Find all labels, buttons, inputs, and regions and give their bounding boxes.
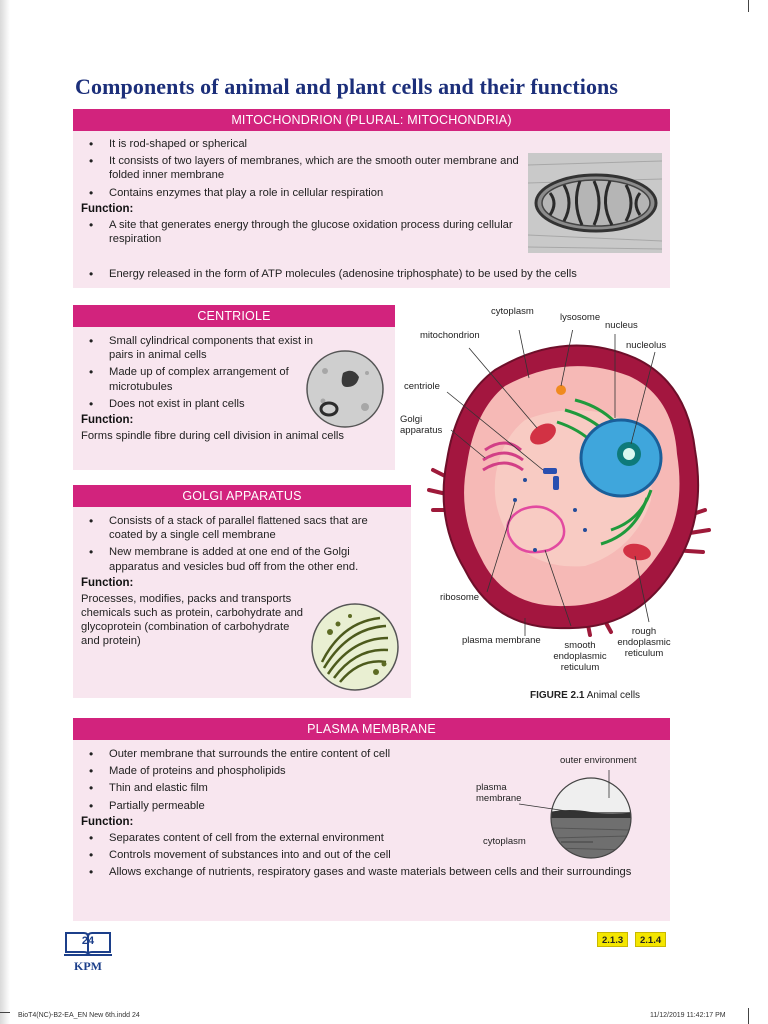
- plasma-membrane-points: [79, 747, 479, 813]
- golgi-points: [79, 514, 389, 574]
- label-mitochondrion: mitochondrion: [420, 330, 480, 341]
- centriole-micrograph: [305, 349, 385, 429]
- list-item: • New membrane is added at one end of the Golgi apparatus and vesicles bud off from the other end.: [79, 545, 389, 573]
- timestamp: 11/12/2019 11:42:17 PM: [650, 1012, 726, 1019]
- list-item: • Contains enzymes that play a role in cellular respiration: [79, 186, 525, 200]
- code-badge: 2.1.4: [635, 932, 666, 947]
- label-pm-cytoplasm: cytoplasm: [483, 836, 526, 847]
- crop-mark: [748, 1008, 749, 1024]
- crop-mark: [0, 1012, 10, 1013]
- lysosome-shape: [556, 385, 566, 395]
- centriole-box: [73, 305, 395, 470]
- label-nucleus: nucleus: [605, 320, 638, 331]
- label-outer-environment: outer environment: [560, 755, 637, 766]
- page-number: 24: [81, 935, 95, 947]
- label-lysosome: lysosome: [560, 312, 601, 323]
- plasma-membrane-header: PLASMA MEMBRANE: [73, 718, 670, 740]
- label-cytoplasm: cytoplasm: [491, 306, 534, 317]
- figure-caption: [530, 690, 640, 701]
- centriole-header: CENTRIOLE: [73, 305, 395, 327]
- kpm-logo: [62, 929, 114, 973]
- centriole-points: [79, 334, 315, 411]
- figure-text: Animal cells: [586, 690, 641, 701]
- list-item: • Outer membrane that surrounds the entire content of cell: [79, 747, 479, 761]
- crop-mark: [748, 0, 749, 12]
- function-label: Function:: [81, 414, 134, 427]
- function-label: Function:: [81, 202, 134, 215]
- page-title: Components of animal and plant cells and their functions: [75, 74, 619, 99]
- mitochondrion-header: MITOCHONDRION (PLURAL: MITOCHONDRIA): [73, 109, 670, 131]
- mitochondrion-functions: [79, 218, 525, 246]
- golgi-micrograph: [310, 602, 400, 692]
- list-item: • Small cylindrical components that exist in pairs in animal cells: [79, 334, 315, 362]
- list-item: • Does not exist in plant cells: [79, 397, 315, 411]
- label-rough-er: rough endoplasmic reticulum: [617, 626, 671, 659]
- list-item: • Separates content of cell from the external environment: [79, 831, 649, 845]
- plasma-membrane-box: [73, 718, 670, 921]
- function-label: Function:: [81, 815, 134, 828]
- list-item: • Thin and elastic film: [79, 781, 479, 795]
- list-item: • It consists of two layers of membranes, which are the smooth outer membrane and folded inner membrane: [79, 154, 525, 182]
- label-golgi: Golgi apparatus: [400, 414, 443, 436]
- code-badge: 2.1.3: [597, 932, 628, 947]
- list-item: • Made up of complex arrangement of microtubules: [79, 365, 315, 393]
- page-edge-shadow: [0, 0, 10, 1024]
- file-info: BioT4(NC)-B2-EA_EN New 6th.indd 24: [18, 1012, 140, 1019]
- function-label: Function:: [81, 576, 134, 589]
- plasma-membrane-label-lines: [513, 768, 633, 848]
- list-item: • Controls movement of substances into and out of the cell: [79, 848, 649, 862]
- label-ribosome: ribosome: [440, 592, 480, 603]
- list-item: • Partially permeable: [79, 799, 479, 813]
- list-item: • Consists of a stack of parallel flattened sacs that are coated by a single cell membrane: [79, 514, 389, 542]
- list-item: • Energy released in the form of ATP molecules (adenosine triphosphate) to be used by the cells: [79, 267, 664, 281]
- mitochondrion-box: [73, 109, 670, 288]
- centriole-function-text: Forms spindle fibre during cell division in animal cells: [81, 430, 345, 443]
- golgi-function-text: Processes, modifies, packs and transports chemicals such as protein, carbohydrate and glycoprotein (combination of carbohydrate and protein): [81, 592, 304, 648]
- label-nucleolus: nucleolus: [626, 340, 667, 351]
- label-plasma-membrane: plasma membrane: [462, 635, 541, 646]
- label-centriole: centriole: [404, 381, 440, 392]
- golgi-header: GOLGI APPARATUS: [73, 485, 411, 507]
- publisher-name: KPM: [74, 959, 102, 973]
- mitochondrion-functions-wide: [79, 267, 664, 284]
- list-item: • It is rod-shaped or spherical: [79, 137, 525, 151]
- label-pm-plasma-membrane: plasma membrane: [476, 782, 522, 804]
- mitochondrion-micrograph: [528, 153, 662, 253]
- mitochondrion-points: [79, 137, 525, 200]
- label-smooth-er: smooth endoplasmic reticulum: [553, 640, 607, 673]
- list-item: • Allows exchange of nutrients, respiratory gases and waste materials between cells and their surroundings: [79, 865, 649, 879]
- list-item: • A site that generates energy through the glucose oxidation process during cellular respiration: [79, 218, 525, 246]
- golgi-box: [73, 485, 411, 698]
- figure-number: FIGURE 2.1: [530, 690, 585, 701]
- list-item: • Made of proteins and phospholipids: [79, 764, 479, 778]
